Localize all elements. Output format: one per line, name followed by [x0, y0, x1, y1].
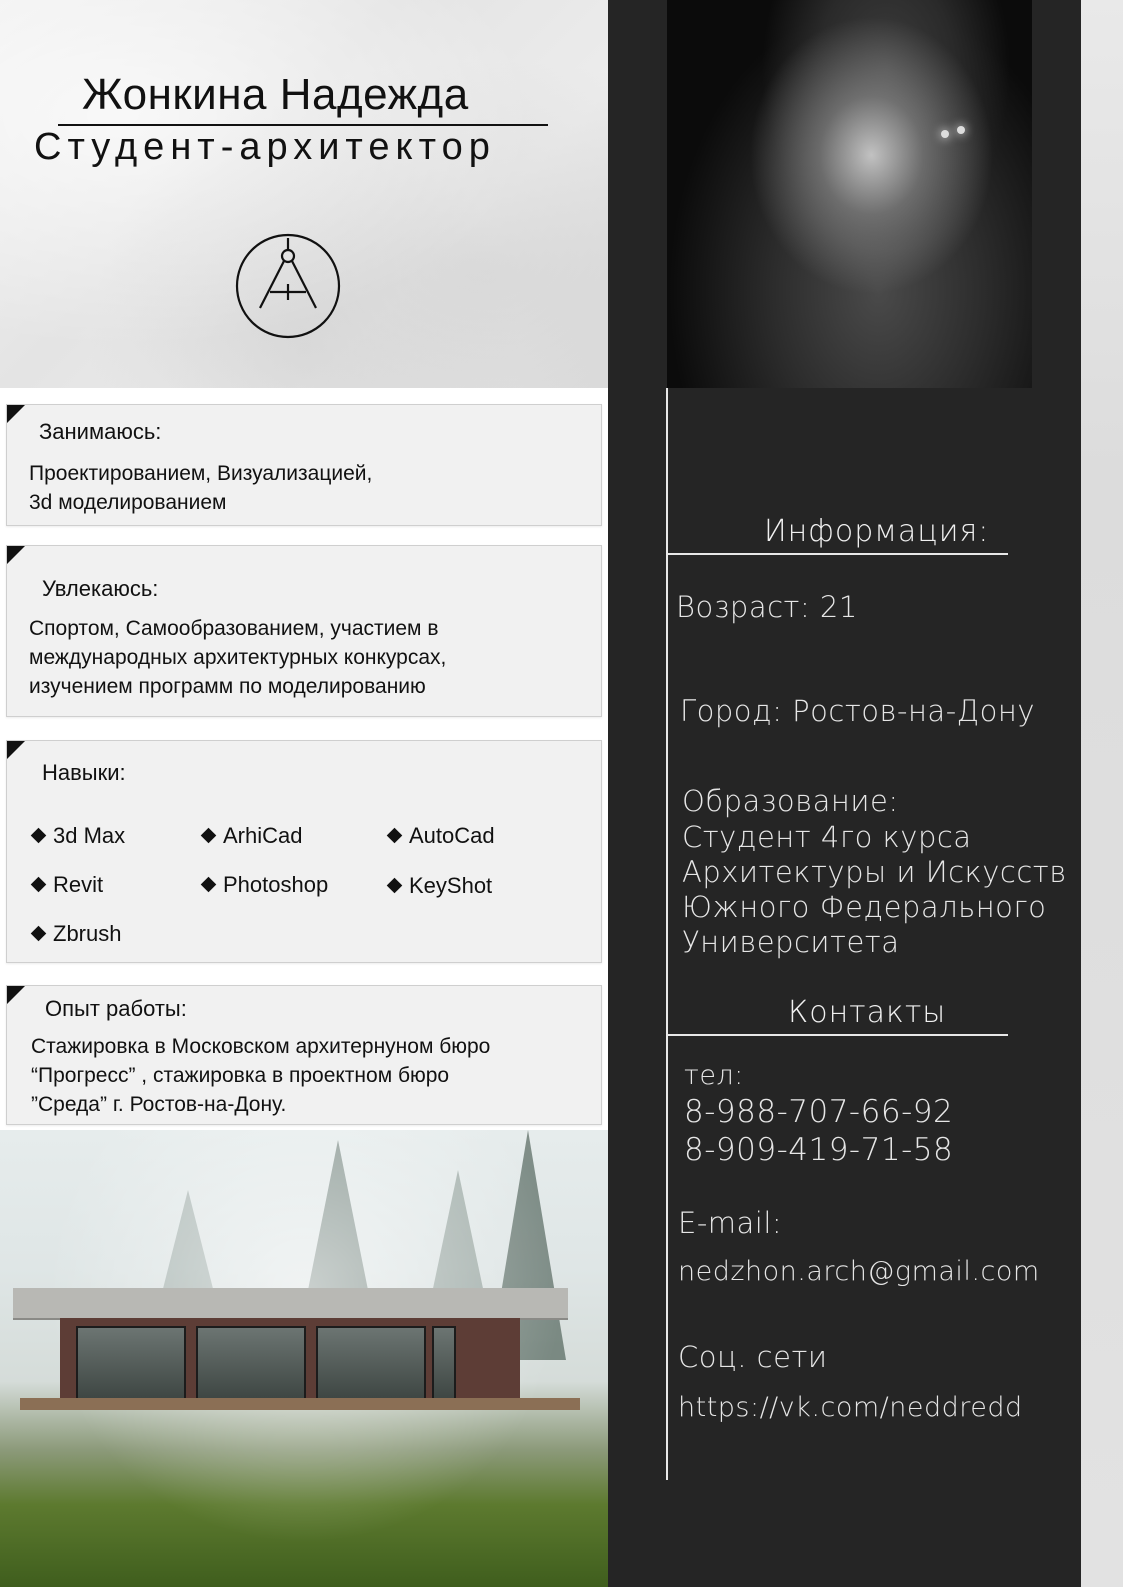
contacts-divider [668, 1034, 1008, 1036]
text-line: 3d моделированием [29, 491, 227, 514]
job-title: Студент-архитектор [34, 126, 496, 168]
skills-card [6, 740, 602, 963]
text-line: международных архитектурных конкурсах, [29, 646, 447, 669]
bullet-icon [387, 878, 403, 894]
street-light [941, 130, 949, 138]
email-link[interactable]: nedzhon.arch@gmail.com [678, 1256, 1040, 1287]
text-line: “Прогресс” , стажировка в проектном бюро [31, 1064, 450, 1087]
social-label: Соц. сети [678, 1340, 828, 1374]
text-line: Спортом, Самообразованием, участием в [29, 617, 439, 640]
activities-text [29, 459, 372, 517]
person-name: Жонкина Надежда [82, 70, 469, 119]
corner-marker [7, 546, 25, 564]
corner-marker [7, 741, 25, 759]
phone-number: 8-988-707-66-92 [684, 1094, 954, 1130]
house-window [196, 1326, 306, 1404]
text-line: Стажировка в Московском архитернуном бюро [31, 1035, 491, 1058]
text-line: Проектированием, Визуализацией, [29, 462, 373, 485]
skill-item: Revit [33, 872, 103, 898]
skill-item: 3d Max [33, 823, 125, 849]
corner-marker [7, 986, 25, 1004]
experience-heading: Опыт работы: [45, 996, 187, 1021]
education-line: Университета [682, 925, 900, 959]
info-heading: Информация: [764, 514, 990, 549]
house-window [432, 1326, 456, 1404]
education-line: Южного Федерального [682, 890, 1047, 924]
city-text: Город: Ростов-на-Дону [680, 694, 1036, 728]
house-deck [20, 1398, 580, 1410]
skill-item: Zbrush [33, 921, 121, 947]
hobbies-heading: Увлекаюсь: [42, 576, 159, 601]
experience-text [31, 1032, 490, 1119]
compass-icon [234, 232, 342, 340]
bullet-icon [31, 926, 47, 942]
skill-item: ArhiCad [203, 823, 302, 849]
bullet-icon [31, 828, 47, 844]
header [0, 0, 608, 388]
phone-number: 8-909-419-71-58 [684, 1132, 954, 1168]
email-label: E-mail: [678, 1206, 783, 1240]
skill-item: Photoshop [203, 872, 328, 898]
experience-card [6, 985, 602, 1125]
profile-photo [667, 0, 1032, 388]
education-line: Архитектуры и Искусств [682, 855, 1067, 889]
text-line: ”Среда” г. Ростов-на-Дону. [31, 1093, 287, 1116]
activities-card [6, 404, 602, 526]
street-light [957, 126, 965, 134]
phone-label: тел: [684, 1060, 744, 1091]
skill-item: AutoCad [389, 823, 495, 849]
education-line: Студент 4го курса [682, 820, 972, 854]
info-divider [668, 553, 1008, 555]
bullet-icon [201, 877, 217, 893]
skill-item: KeyShot [389, 873, 492, 899]
education-label: Образование: [682, 784, 899, 818]
panel-vertical-rule [666, 388, 668, 1480]
skills-heading: Навыки: [42, 760, 126, 785]
bullet-icon [201, 828, 217, 844]
bullet-icon [31, 877, 47, 893]
bullet-icon [387, 828, 403, 844]
corner-marker [7, 405, 25, 423]
house-window [76, 1326, 186, 1404]
hobbies-text [29, 614, 446, 701]
age-text: Возраст: 21 [676, 590, 858, 624]
hobbies-card [6, 545, 602, 717]
social-link[interactable]: https://vk.com/neddredd [678, 1392, 1023, 1423]
house-roof [13, 1288, 568, 1320]
text-line: изучением программ по моделированию [29, 675, 426, 698]
contacts-heading: Контакты [788, 995, 947, 1030]
activities-heading: Занимаюсь: [39, 419, 162, 444]
house-window [316, 1326, 426, 1404]
